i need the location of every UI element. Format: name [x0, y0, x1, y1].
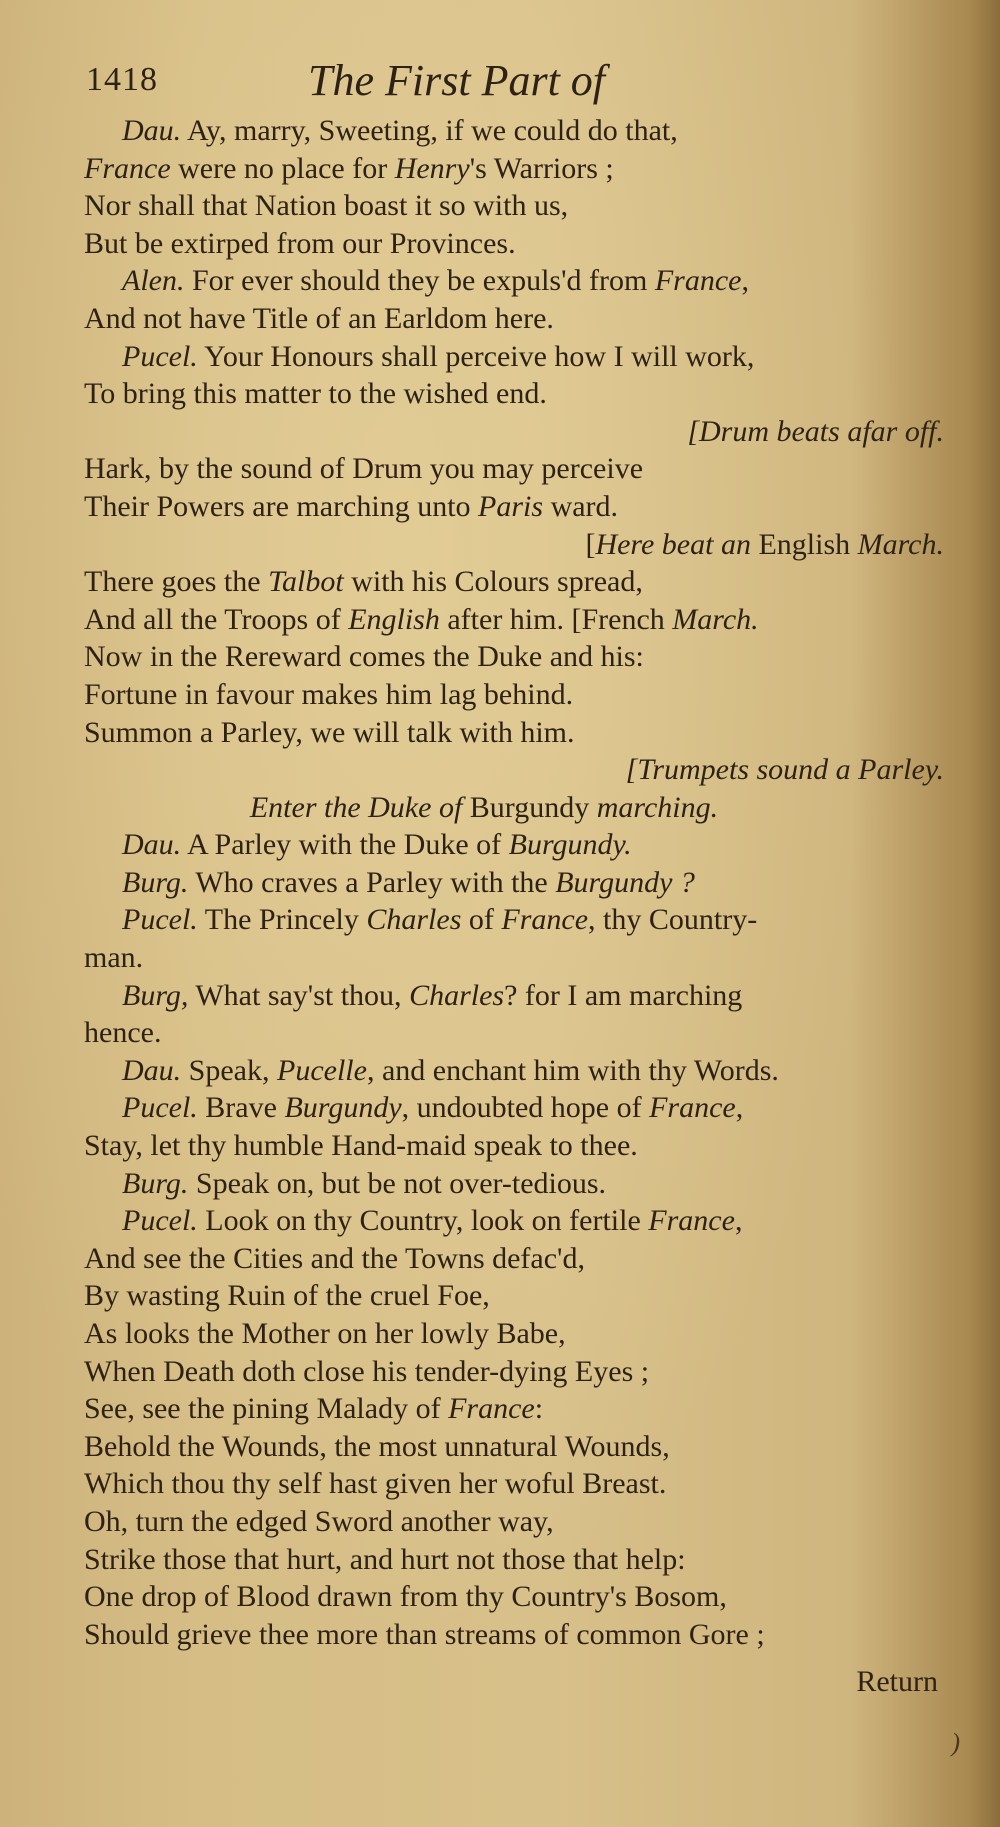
verse-line	[84, 1277, 944, 1315]
stage-direction	[84, 413, 944, 451]
stage-direction-text: [Trumpets sound a Parley.	[625, 753, 944, 787]
line-text: When Death doth close his tender-dying Eyes ;	[84, 1354, 650, 1388]
speaker-name: Pucel.	[122, 1204, 198, 1238]
text-run: Their Powers are marching unto	[84, 489, 479, 523]
page-number: 1418	[86, 61, 158, 98]
line-text: Stay, let thy humble Hand-maid speak to thee.	[84, 1129, 638, 1163]
text-run: , thy Country-	[588, 903, 758, 937]
text-run: , and enchant him with thy Words.	[366, 1053, 779, 1087]
line-text: One drop of Blood drawn from thy Country's Bosom,	[84, 1580, 727, 1614]
verse-line	[84, 300, 944, 338]
italic-text: France	[649, 1091, 736, 1125]
page-header	[86, 55, 946, 115]
italic-text: English	[348, 602, 440, 636]
speaker-name: Burg.	[122, 1166, 189, 1200]
line-text: And not have Title of an Earldom here.	[84, 301, 554, 335]
speaker-name: Pucel.	[122, 339, 198, 373]
line-text: hence.	[84, 1016, 162, 1050]
italic-text: France	[654, 264, 742, 298]
italic-text: Here beat an	[595, 527, 759, 561]
line-text: But be extirped from our Provinces.	[84, 226, 516, 260]
verse-line	[84, 1616, 944, 1654]
italic-text: Paris	[478, 489, 544, 523]
verse-line	[84, 1428, 944, 1466]
verse-line	[84, 1578, 944, 1616]
text-run: 's Warriors ;	[469, 151, 614, 185]
line-text: Fortune in favour makes him lag behind.	[84, 677, 574, 711]
speech-line	[84, 977, 944, 1015]
italic-text: March.	[672, 602, 759, 636]
speaker-name: Dau.	[122, 828, 182, 862]
stage-direction-entrance	[84, 789, 944, 827]
verse-line	[84, 1127, 944, 1165]
verse-line	[84, 488, 944, 526]
verse-line	[84, 939, 944, 977]
text-run: ? for I am marching	[504, 978, 743, 1012]
text-run: The Princely	[197, 903, 367, 937]
stage-direction-text: [Drum beats afar off.	[687, 414, 944, 448]
verse-line	[84, 638, 944, 676]
running-title: The First Part of	[308, 56, 606, 105]
text-run: What say'st thou,	[188, 978, 410, 1012]
stage-direction	[84, 751, 944, 789]
text-run: ward.	[543, 489, 619, 523]
line-text: To bring this matter to the wished end.	[84, 377, 547, 411]
verse-line	[84, 1315, 944, 1353]
line-text: Oh, turn the edged Sword another way,	[84, 1504, 554, 1538]
verse-line	[84, 1014, 944, 1052]
italic-text: France	[84, 151, 171, 185]
italic-text: France	[648, 1204, 735, 1238]
line-text: Now in the Rereward comes the Duke and his:	[84, 640, 644, 674]
italic-text: Charles	[366, 903, 462, 937]
text-run: See, see the pining Malady of	[84, 1392, 449, 1426]
verse-line	[84, 1465, 944, 1503]
line-text: By wasting Ruin of the cruel Foe,	[84, 1279, 490, 1313]
line-text: Strike those that hurt, and hurt not those that help:	[84, 1542, 686, 1576]
text-run: with his Colours spread,	[343, 565, 643, 599]
text-body	[84, 112, 944, 1653]
text-run: Brave	[197, 1091, 285, 1125]
line-text: Behold the Wounds, the most unnatural Wounds,	[84, 1429, 670, 1463]
text-run: were no place for	[170, 151, 395, 185]
verse-line	[84, 1240, 944, 1278]
catchword: Return	[856, 1665, 938, 1698]
verse-line	[84, 450, 944, 488]
italic-text: marching.	[596, 790, 719, 824]
text-run: of	[461, 903, 502, 937]
margin-mark: )	[951, 1728, 960, 1757]
text-run: Burgundy	[469, 790, 597, 824]
speech-line	[84, 1089, 944, 1127]
speaker-name: Burg.	[122, 865, 189, 899]
line-text: And see the Cities and the Towns defac'd,	[84, 1241, 585, 1275]
verse-line	[84, 676, 944, 714]
verse-line	[84, 187, 944, 225]
text-run: after him. [French	[439, 602, 673, 636]
text-run: There goes the	[84, 565, 269, 599]
text-run: For ever should they be expuls'd from	[184, 264, 655, 298]
italic-text: Enter the Duke of	[249, 790, 470, 824]
verse-line	[84, 563, 944, 601]
line-text: Should grieve thee more than streams of common Gore ;	[84, 1617, 765, 1651]
verse-line	[84, 714, 944, 752]
line-text: Nor shall that Nation boast it so with us,	[84, 189, 569, 223]
line-text: Your Honours shall perceive how I will work,	[197, 339, 755, 373]
speech-line	[84, 901, 944, 939]
verse-line	[84, 375, 944, 413]
speech-line	[84, 1052, 944, 1090]
italic-text: France	[448, 1392, 535, 1426]
verse-line	[84, 601, 944, 639]
italic-text: France	[501, 903, 589, 937]
speaker-name: Burg,	[122, 978, 189, 1012]
verse-line	[84, 1390, 944, 1428]
speaker-name: Pucel.	[122, 1091, 198, 1125]
text-run: A Parley with the Duke of	[181, 828, 509, 862]
verse-line	[84, 225, 944, 263]
italic-text: Talbot	[268, 565, 344, 599]
text-run: Who craves a Parley with the	[188, 865, 556, 899]
speaker-name: Pucel.	[122, 903, 198, 937]
verse-line	[84, 1503, 944, 1541]
speech-line	[84, 112, 944, 150]
italic-text: Burgundy	[284, 1091, 402, 1125]
stage-direction	[84, 526, 944, 564]
verse-line	[84, 1541, 944, 1579]
text-run: , undoubted hope of	[401, 1091, 650, 1125]
line-text: Summon a Parley, we will talk with him.	[84, 715, 575, 749]
speech-line	[84, 826, 944, 864]
speaker-name: Dau.	[122, 1053, 182, 1087]
line-text: Hark, by the sound of Drum you may perceive	[84, 452, 644, 486]
text-run: ,	[735, 1091, 744, 1125]
italic-text: Henry	[394, 151, 470, 185]
text-run: :	[534, 1392, 544, 1426]
speech-line	[84, 1165, 944, 1203]
text-run: ,	[734, 1204, 743, 1238]
italic-text: Burgundy ?	[555, 865, 695, 899]
text-run: English	[758, 527, 858, 561]
italic-text: March.	[857, 527, 944, 561]
line-text: Which thou thy self hast given her woful Breast.	[84, 1467, 667, 1501]
text-run: [	[585, 527, 596, 561]
verse-line	[84, 150, 944, 188]
line-text: As looks the Mother on her lowly Babe,	[84, 1317, 566, 1350]
line-text: man.	[84, 941, 144, 975]
speaker-name: Alen.	[122, 264, 185, 298]
italic-text: Pucelle	[277, 1053, 367, 1087]
speech-line	[84, 864, 944, 902]
text-run: Look on thy Country, look on fertile	[197, 1204, 649, 1238]
speech-line	[84, 262, 944, 300]
italic-text: Burgundy.	[508, 828, 632, 862]
text-run: And all the Troops of	[84, 602, 349, 636]
line-text: Ay, marry, Sweeting, if we could do that,	[181, 114, 678, 147]
text-run: ,	[741, 264, 749, 298]
verse-line	[84, 1353, 944, 1391]
speech-line	[84, 1202, 944, 1240]
line-text: Speak on, but be not over-tedious.	[188, 1166, 607, 1200]
speaker-name: Dau.	[122, 114, 182, 147]
italic-text: Charles	[409, 978, 505, 1012]
speech-line	[84, 338, 944, 376]
text-run: Speak,	[181, 1053, 277, 1087]
